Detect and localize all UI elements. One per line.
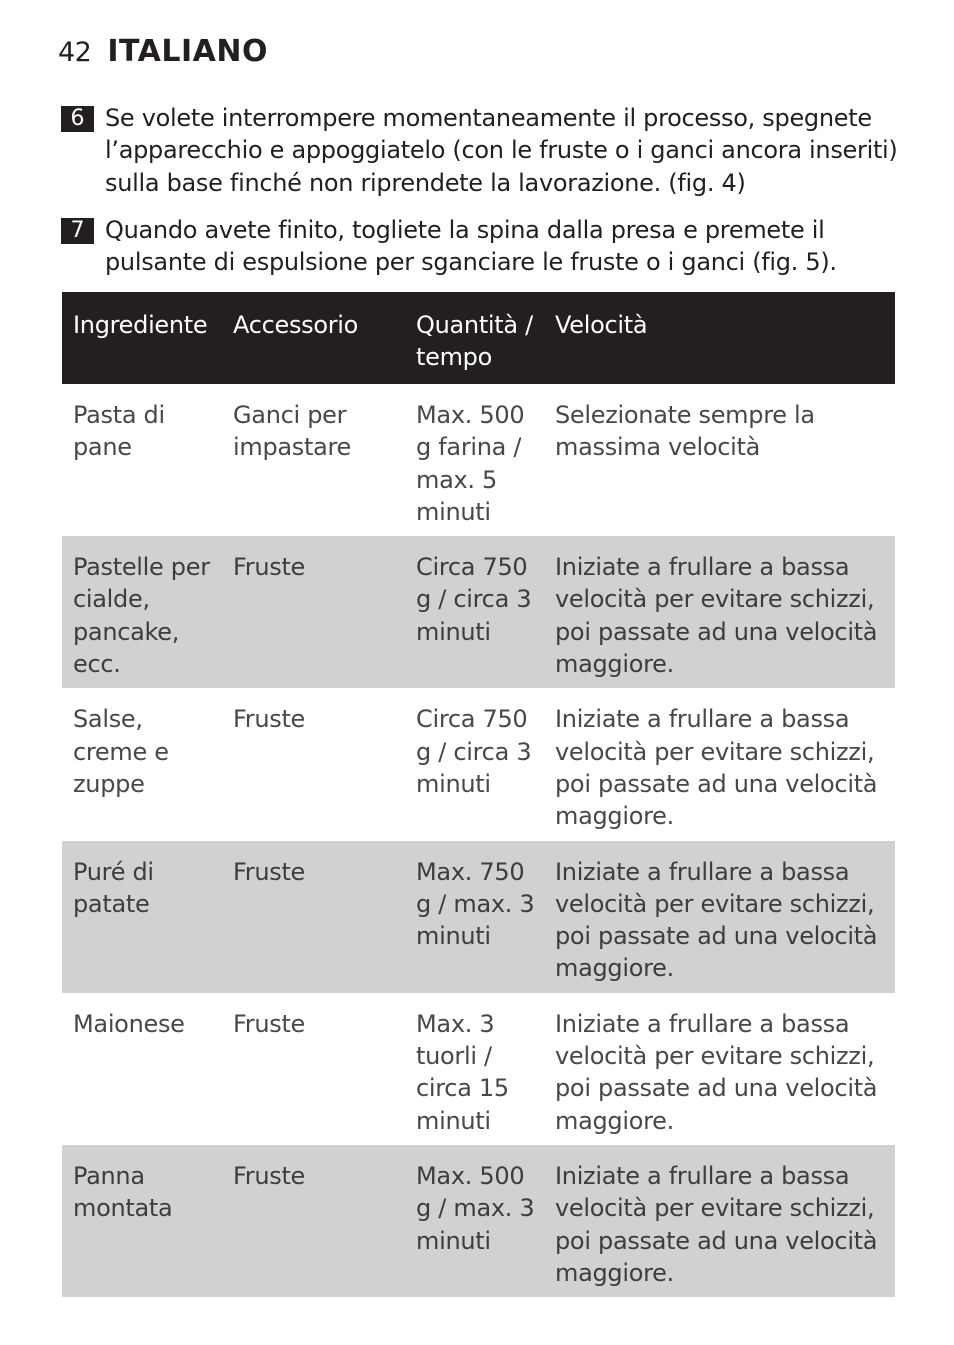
column-header-accessorio: Accessorio [233,311,359,339]
cell-quantita: Max. 3 tuorli / circa 15 minuti [416,1009,509,1135]
column-header-quantita-tempo: Quantità / tempo [416,311,533,372]
cell-accessorio: Fruste [233,1009,306,1038]
cell-ingrediente: Puré di patate [73,857,154,918]
table-row [62,536,895,688]
cell-quantita: Circa 750 g / circa 3 minuti [416,553,532,646]
step-6 [61,102,901,199]
column-header-ingrediente: Ingrediente [73,311,208,339]
cell-accessorio: Ganci per impastare [233,401,352,462]
step-number-badge: 6 [61,106,94,132]
step-7 [61,214,901,279]
cell-quantita: Max. 500 g / max. 3 minuti [416,1161,535,1255]
column-header-velocita: Velocità [555,311,648,339]
table-row [62,384,895,536]
section-title: ITALIANO [107,34,268,69]
page-number: 42 [58,37,92,68]
cell-accessorio: Fruste [233,1161,306,1190]
table-row [62,1145,895,1297]
page-header [58,34,268,69]
recipe-table [62,292,895,1297]
cell-ingrediente: Maionese [73,1009,185,1038]
table-row [62,841,895,993]
cell-ingrediente: Panna montata [73,1161,173,1223]
table-row [62,993,895,1145]
table-row [62,688,895,840]
cell-velocita: Iniziate a frullare a bassa velocità per evitare schizzi, poi passate ad una velocità maggiore. [555,553,878,679]
step-text: Se volete interrompere momentaneamente il processo, spegnete l’apparecchio e appoggiatelo (con le fruste o i ganci ancora inseriti) sulla base finché non riprendete la lavorazione. (fig. 4) [105,104,898,197]
cell-ingrediente: Pastelle per cialde, pancake, ecc. [73,553,210,679]
cell-velocita: Iniziate a frullare a bassa velocità per evitare schizzi, poi passate ad una velocità maggiore. [555,1161,878,1287]
cell-accessorio: Fruste [233,705,306,734]
step-text: Quando avete finito, togliete la spina dalla presa e premete il pulsante di espulsione per sganciare le fruste o i ganci (fig. 5). [105,216,837,277]
cell-ingrediente: Pasta di pane [73,401,165,462]
cell-accessorio: Fruste [233,553,306,582]
cell-ingrediente: Salse, creme e zuppe [73,705,169,798]
step-number-badge: 7 [61,218,94,244]
cell-velocita: Iniziate a frullare a bassa velocità per evitare schizzi, poi passate ad una velocità maggiore. [555,705,878,831]
cell-quantita: Circa 750 g / circa 3 minuti [416,705,532,798]
cell-velocita: Iniziate a frullare a bassa velocità per evitare schizzi, poi passate ad una velocità maggiore. [555,857,878,983]
cell-quantita: Max. 750 g / max. 3 minuti [416,857,535,951]
cell-accessorio: Fruste [233,857,306,886]
cell-velocita: Iniziate a frullare a bassa velocità per evitare schizzi, poi passate ad una velocità maggiore. [555,1009,878,1135]
table-header-row [62,292,895,384]
cell-velocita: Selezionate sempre la massima velocità [555,401,815,462]
cell-quantita: Max. 500 g farina / max. 5 minuti [416,401,525,526]
